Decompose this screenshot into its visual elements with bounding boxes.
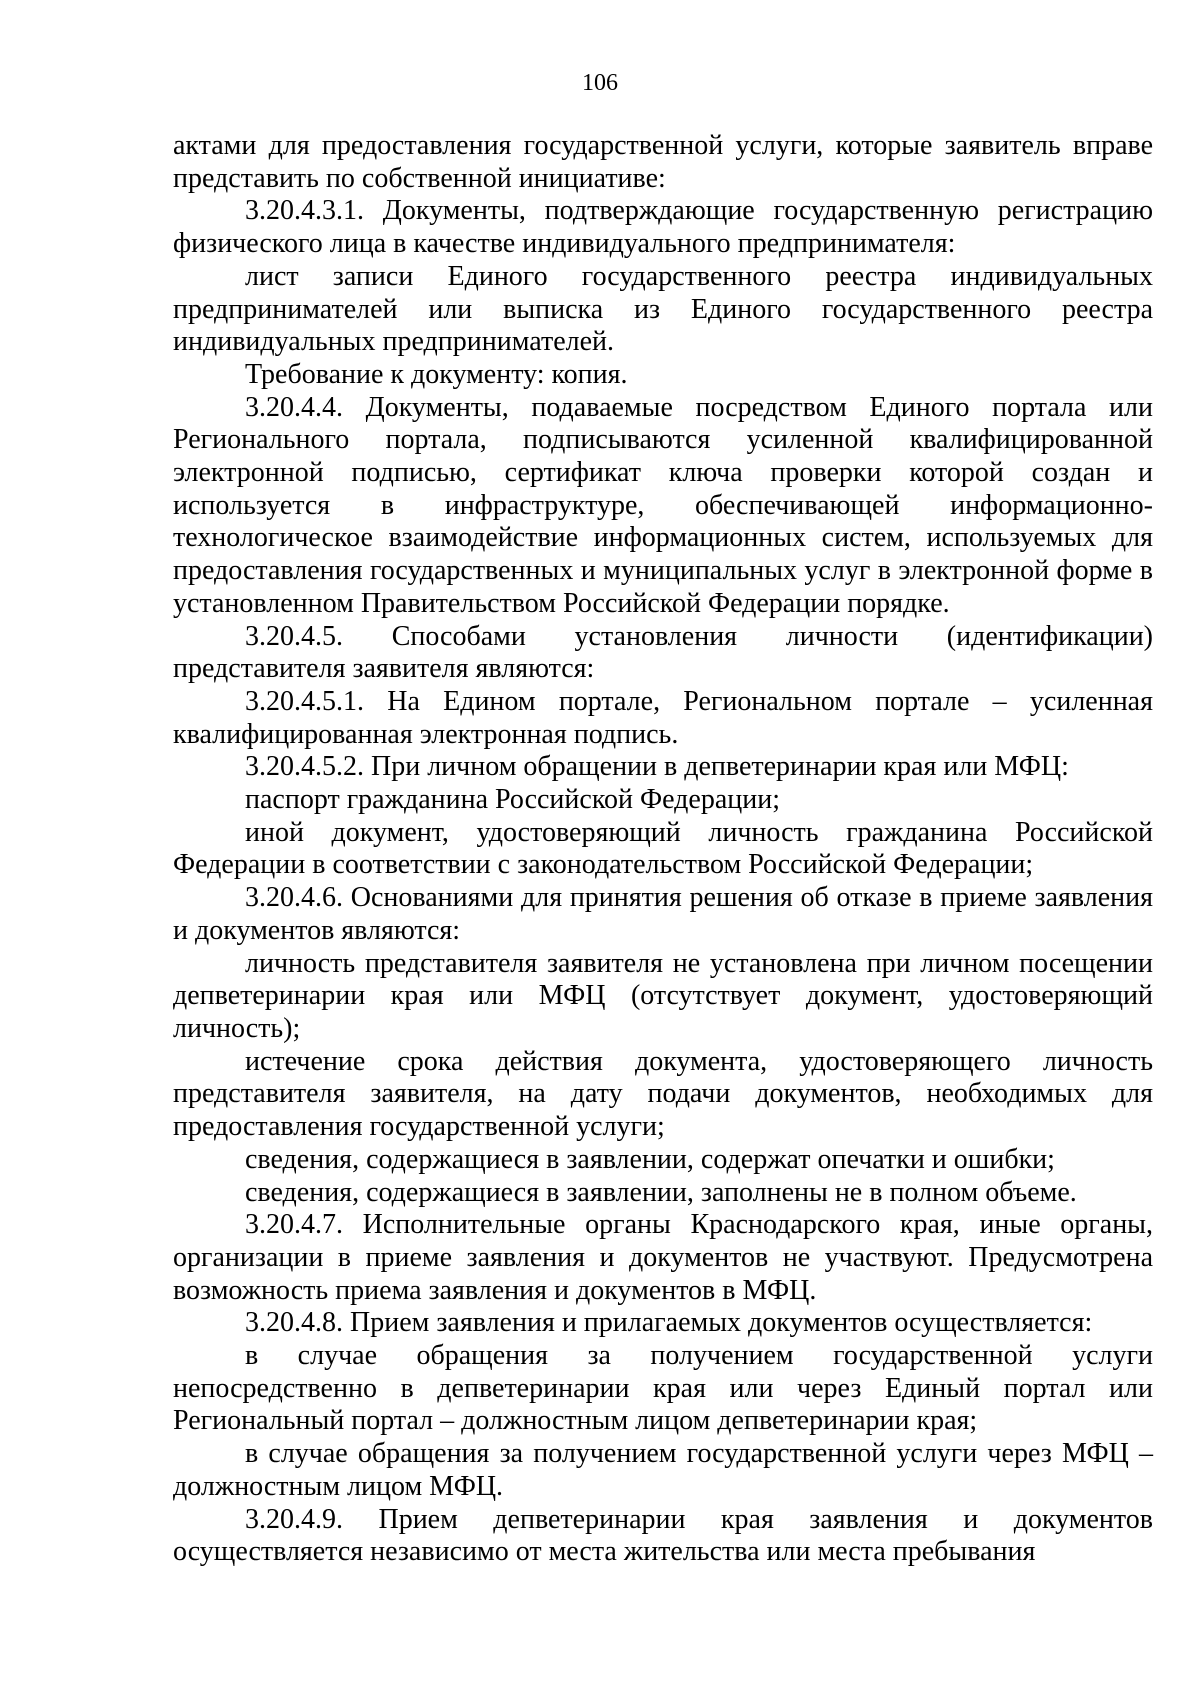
paragraph: 3.20.4.7. Исполнительные органы Краснодарского края, иные органы, организации в приеме заявления и документов не участвуют. Предусмотрена возможность приема заявления и документов в МФЦ. [173, 1209, 1153, 1306]
paragraph: 3.20.4.3.1. Документы, подтверждающие государственную регистрацию физического лица в качестве индивидуального предпринимателя: [173, 195, 1153, 260]
paragraph: 3.20.4.9. Прием депветеринарии края заявления и документов осуществляется независимо от места жительства или места пребывания [173, 1503, 1153, 1568]
paragraph: 3.20.4.4. Документы, подаваемые посредством Единого портала или Регионального портала, подписываются усиленной квалифицированной электронной подписью, сертификат ключа проверки которой создан и используется в инфраструктуре, обеспечивающей информационно-технологическое взаимодействие информационных систем, используемых для предоставления государственных и муниципальных услуг в электронной форме в установленном Правительством Российской Федерации порядке. [173, 391, 1153, 619]
paragraph: Требование к документу: копия. [245, 358, 628, 390]
paragraph: личность представителя заявителя не установлена при личном посещении депветеринарии края или МФЦ (отсутствует документ, удостоверяющий личность); [173, 947, 1153, 1044]
paragraph: в случае обращения за получением государственной услуги непосредственно в депветеринарии края или через Единый портал или Региональный портал – должностным лицом депветеринарии края; [173, 1340, 1153, 1437]
paragraph: истечение срока действия документа, удостоверяющего личность представителя заявителя, на дату подачи документов, необходимых для предоставления государственной услуги; [173, 1045, 1153, 1143]
paragraph: лист записи Единого государственного реестра индивидуальных предпринимателей или выписка из Единого государственного реестра индивидуальных предпринимателей. [173, 260, 1153, 358]
paragraph: в случае обращения за получением государственной услуги через МФЦ – должностным лицом МФЦ. [173, 1438, 1153, 1502]
paragraph: 3.20.4.6. Основаниями для принятия решения об отказе в приеме заявления и документов являются: [173, 882, 1153, 946]
paragraph: паспорт гражданина Российской Федерации; [245, 784, 781, 816]
paragraph: иной документ, удостоверяющий личность гражданина Российской Федерации в соответствии с законодательством Российской Федерации; [173, 816, 1153, 881]
paragraph: сведения, содержащиеся в заявлении, заполнены не в полном объеме. [245, 1176, 1077, 1208]
paragraph: актами для предоставления государственной услуги, которые заявитель вправе представить по собственной инициативе: [173, 130, 1153, 194]
page-number: 106 [582, 70, 618, 96]
paragraph: 3.20.4.5.2. При личном обращении в депветеринарии края или МФЦ: [245, 751, 1069, 783]
paragraph: 3.20.4.5. Способами установления личности (идентификации) представителя заявителя являются: [173, 620, 1153, 685]
paragraph: 3.20.4.8. Прием заявления и прилагаемых документов осуществляется: [245, 1307, 1093, 1339]
paragraph: сведения, содержащиеся в заявлении, содержат опечатки и ошибки; [245, 1143, 1055, 1175]
paragraph: 3.20.4.5.1. На Едином портале, Региональном портале – усиленная квалифицированная электронная подпись. [173, 685, 1153, 750]
document-body [173, 130, 1153, 1569]
